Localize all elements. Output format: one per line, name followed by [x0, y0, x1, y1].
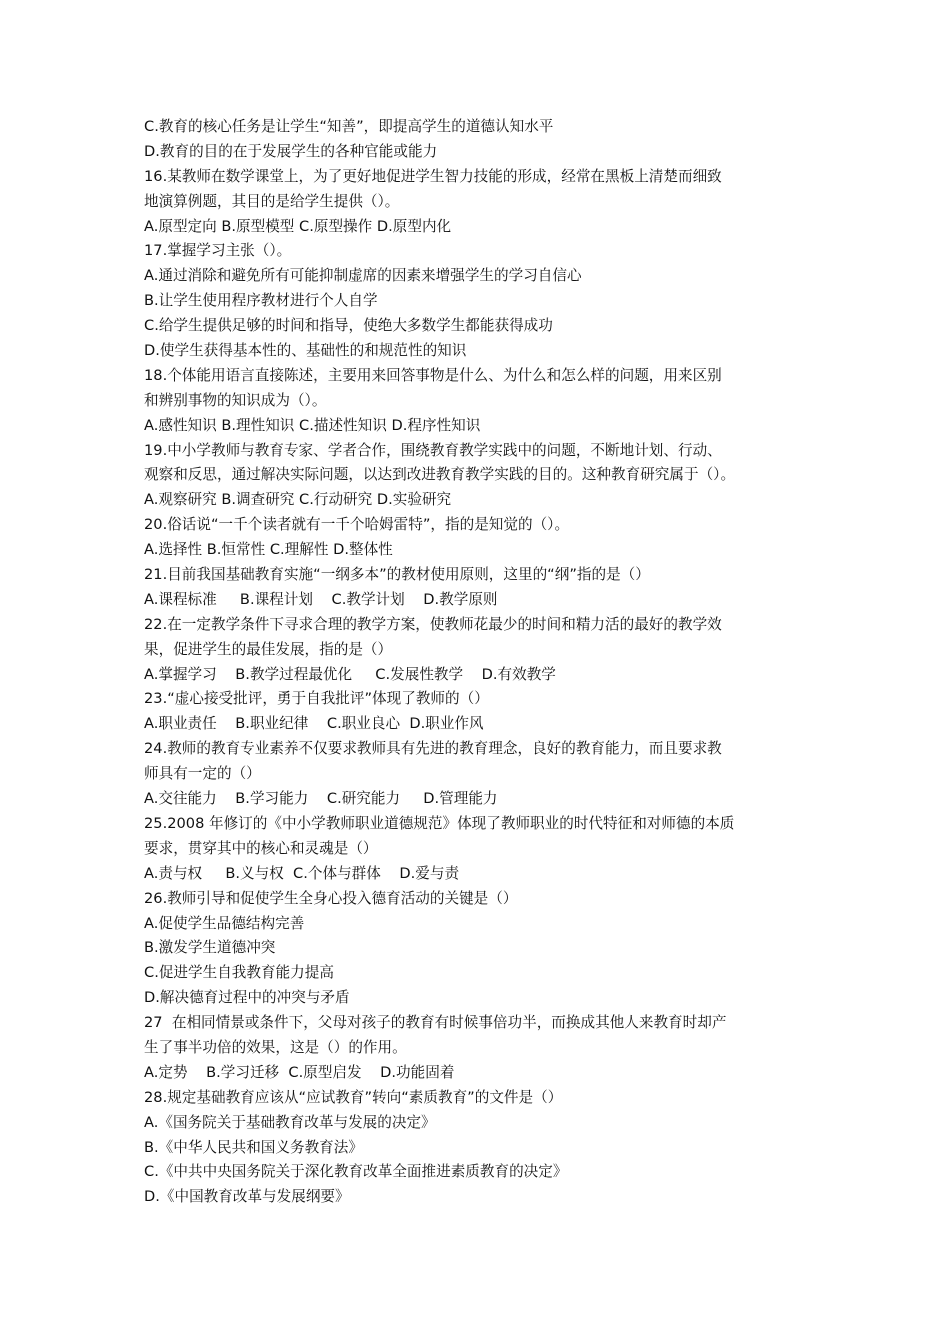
text-line: D.教育的目的在于发展学生的各种官能或能力 — [144, 142, 438, 160]
question-24-options: A.交往能力 B.学习能力 C.研究能力 D.管理能力 — [144, 790, 498, 808]
question-26-text: 26.教师引导和促使学生全身心投入德育活动的关键是（） — [144, 889, 518, 907]
question-21-text: 21.目前我国基础教育实施“一纲多本”的教材使用原则，这里的“纲”指的是（） — [144, 566, 650, 584]
question-17-text: 17.掌握学习主张（）。 — [144, 242, 292, 260]
option-line: C.《中共中央国务院关于深化教育改革全面推进素质教育的决定》 — [144, 1163, 568, 1181]
option-line: B.激发学生道德冲突 — [144, 939, 276, 957]
option-line: A.《国务院关于基础教育改革与发展的决定》 — [144, 1113, 436, 1131]
question-19-options: A.观察研究 B.调查研究 C.行动研究 D.实验研究 — [144, 491, 452, 509]
option-line: A.通过消除和避免所有可能抑制虚席的因素来增强学生的学习自信心 — [144, 267, 582, 285]
question-25-text: 25.2008 年修订的《中小学教师职业道德规范》体现了教师职业的时代特征和对师德的本质 — [144, 814, 735, 832]
option-line: D.使学生获得基本性的、基础性的和规范性的知识 — [144, 342, 467, 360]
question-23-options: A.职业责任 B.职业纪律 C.职业良心 D.职业作风 — [144, 715, 484, 733]
document-page — [144, 115, 814, 1210]
option-line: A.促使学生品德结构完善 — [144, 914, 305, 932]
text-line: 生了事半功倍的效果，这是（）的作用。 — [144, 1038, 407, 1056]
text-line: 地演算例题，其目的是给学生提供（）。 — [144, 192, 400, 210]
question-22-text: 22.在一定教学条件下寻求合理的教学方案，使教师花最少的时间和精力活的最好的教学效 — [144, 615, 722, 633]
question-16-text: 16.某教师在数学课堂上，为了更好地促进学生智力技能的形成，经常在黑板上清楚而细致 — [144, 167, 722, 185]
text-line: 和辨别事物的知识成为（）。 — [144, 391, 327, 409]
question-20-text: 20.俗话说“一千个读者就有一千个哈姆雷特”，指的是知觉的（）。 — [144, 516, 570, 534]
question-18-options: A.感性知识 B.理性知识 C.描述性知识 D.程序性知识 — [144, 416, 481, 434]
text-line: 师具有一定的（） — [144, 765, 261, 783]
text-line: 果，促进学生的最佳发展，指的是（） — [144, 640, 393, 658]
question-21-options: A.课程标准 B.课程计划 C.教学计划 D.教学原则 — [144, 590, 498, 608]
question-18-text: 18.个体能用语言直接陈述，主要用来回答事物是什么、为什么和怎么样的问题，用来区别 — [144, 366, 722, 384]
question-28-text: 28.规定基础教育应该从“应试教育”转向“素质教育”的文件是（） — [144, 1088, 563, 1106]
question-25-options: A.责与权 B.义与权 C.个体与群体 D.爱与责 — [144, 864, 460, 882]
option-line: B.《中华人民共和国义务教育法》 — [144, 1138, 363, 1156]
question-19-text: 19.中小学教师与教育专家、学者合作，围绕教育教学实践中的问题，不断地计划、行动、 — [144, 441, 722, 459]
option-line: D.解决德育过程中的冲突与矛盾 — [144, 989, 350, 1007]
text-line: C.教育的核心任务是让学生“知善”，即提高学生的道德认知水平 — [144, 118, 554, 135]
option-line: C.给学生提供足够的时间和指导，使绝大多数学生都能获得成功 — [144, 317, 553, 335]
question-16-options: A.原型定向 B.原型模型 C.原型操作 D.原型内化 — [144, 217, 452, 235]
question-22-options: A.掌握学习 B.教学过程最优化 C.发展性教学 D.有效教学 — [144, 665, 556, 683]
option-line: C.促进学生自我教育能力提高 — [144, 964, 334, 982]
option-line: D.《中国教育改革与发展纲要》 — [144, 1188, 350, 1206]
question-27-text: 27 在相同情景或条件下，父母对孩子的教育有时候事倍功半，而换成其他人来教育时却产 — [144, 1014, 727, 1032]
text-line: 观察和反思，通过解决实际问题，以达到改进教育教学实践的目的。这种教育研究属于（）。 — [144, 466, 736, 484]
text-line: 要求，贯穿其中的核心和灵魂是（） — [144, 839, 378, 857]
question-23-text: 23.“虚心接受批评，勇于自我批评”体现了教师的（） — [144, 690, 489, 708]
question-20-options: A.选择性 B.恒常性 C.理解性 D.整体性 — [144, 541, 393, 559]
question-24-text: 24.教师的教育专业素养不仅要求教师具有先进的教育理念，良好的教育能力，而且要求教 — [144, 740, 722, 758]
option-line: B.让学生使用程序教材进行个人自学 — [144, 292, 378, 310]
question-27-options: A.定势 B.学习迁移 C.原型启发 D.功能固着 — [144, 1063, 455, 1081]
